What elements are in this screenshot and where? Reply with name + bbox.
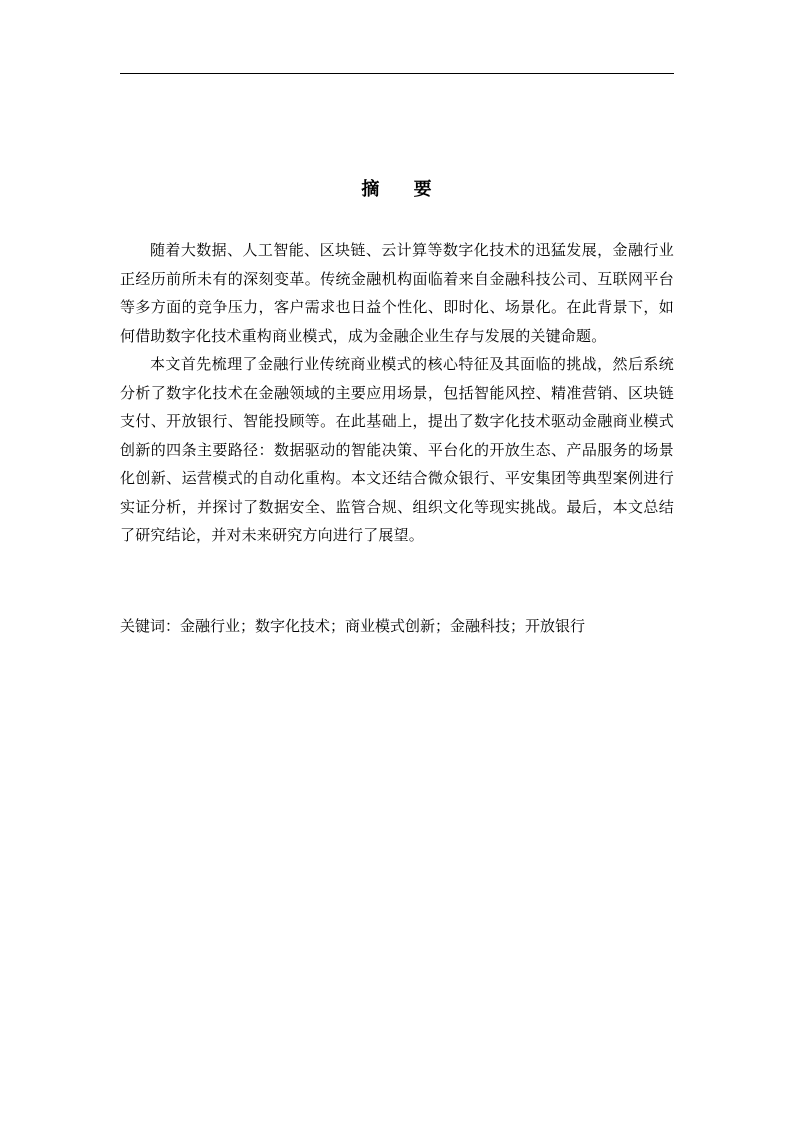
keywords-line xyxy=(120,612,674,640)
header-rule xyxy=(120,73,674,74)
abstract-title: 摘 要 xyxy=(361,179,446,200)
abstract-paragraph-1: 随着大数据、人工智能、区块链、云计算等数字化技术的迅猛发展，金融行业正经历前所未有的深刻变革。传统金融机构面临着来自金融科技公司、互联网平台等多方面的竞争压力，客户需求也日益个性化、即时化、场景化。在此背景下，如何借助数字化技术重构商业模式，成为金融企业生存与发展的关键命题。 xyxy=(120,241,674,345)
abstract-paragraph-2: 本文首先梳理了金融行业传统商业模式的核心特征及其面临的挑战，然后系统分析了数字化技术在金融领域的主要应用场景，包括智能风控、精准营销、区块链支付、开放银行、智能投顾等。在此基础上，提出了数字化技术驱动金融商业模式创新的四条主要路径：数据驱动的智能决策、平台化的开放生态、产品服务的场景化创新、运营模式的自动化重构。本文还结合微众银行、平安集团等典型案例进行实证分析，并探讨了数据安全、监管合规、组织文化等现实挑战。最后，本文总结了研究结论，并对未来研究方向进行了展望。 xyxy=(120,355,674,544)
keywords-list: 金融行业；数字化技术；商业模式创新；金融科技；开放银行 xyxy=(180,617,586,635)
keywords-label: 关键词： xyxy=(120,617,181,635)
abstract-body xyxy=(120,236,674,550)
